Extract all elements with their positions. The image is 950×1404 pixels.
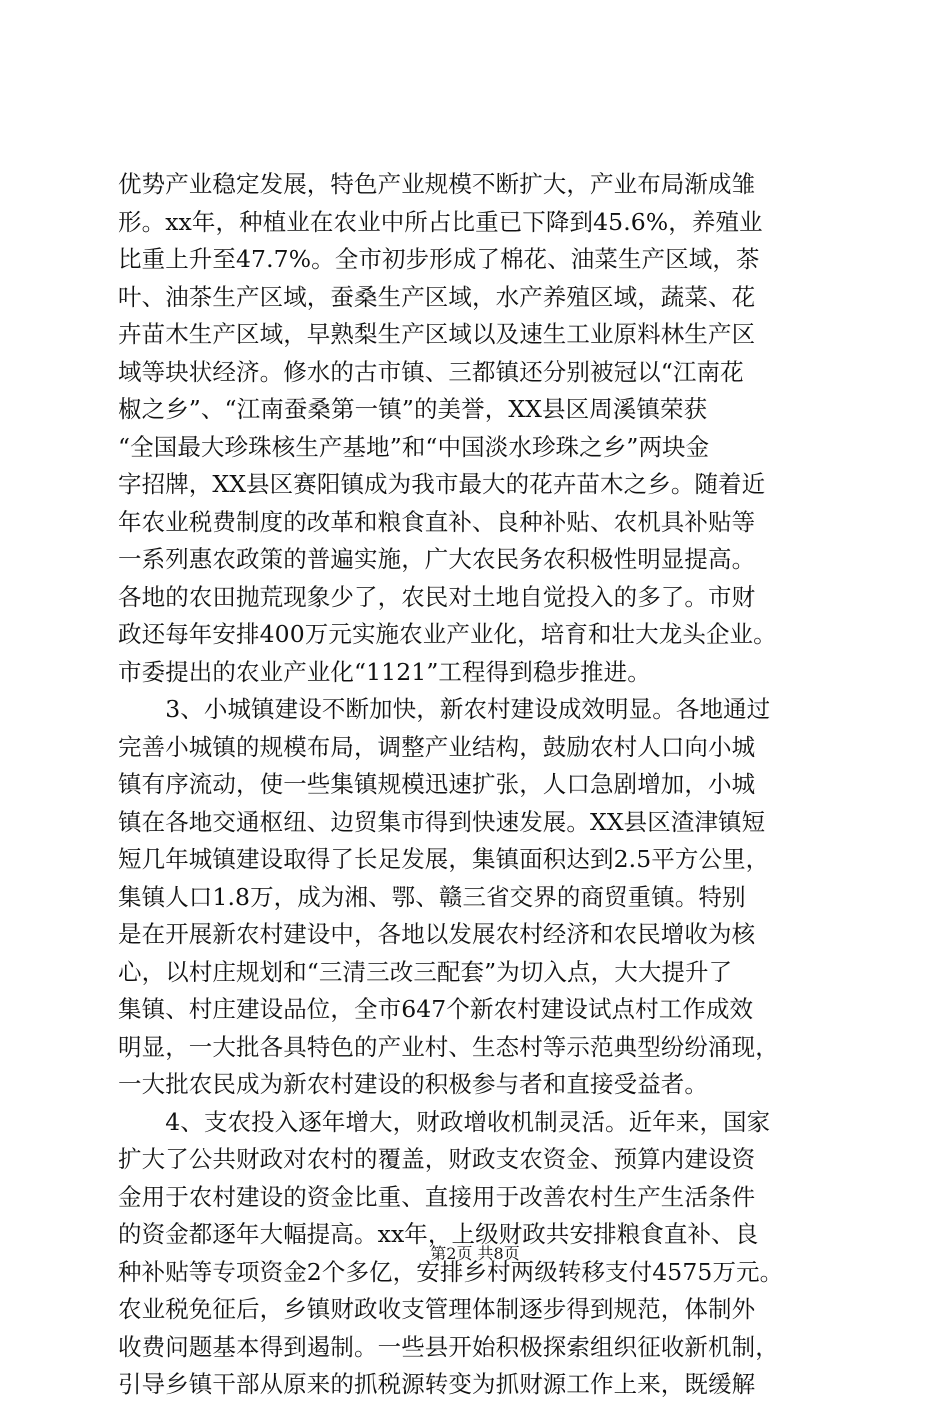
text-line: 3、小城镇建设不断加快，新农村建设成效明显。各地通过 [118, 695, 771, 723]
body-text [118, 166, 836, 1404]
text-line: 政还每年安排400万元实施农业产业化，培育和壮大龙头企业。 [118, 620, 777, 648]
text-line: 年农业税费制度的改革和粮食直补、良种补贴、农机具补贴等 [118, 507, 756, 536]
text-line: 一系列惠农政策的普遍实施，广大农民务农积极性明显提高。 [118, 545, 756, 573]
text-line: 椒之乡”、“江南蚕桑第一镇”的美誉，XX县区周溪镇荣获 [118, 395, 708, 423]
text-line: 种补贴等专项资金2个多亿，安排乡村两级转移支付4575万元。 [118, 1257, 784, 1286]
text-line: 镇在各地交通枢纽、边贸集市得到快速发展。XX县区渣津镇短 [118, 807, 766, 836]
text-line: 收费问题基本得到遏制。一些县开始积极探索组织征收新机制， [118, 1332, 779, 1361]
text-line: 卉苗木生产区域，早熟梨生产区域以及速生工业原料林生产区 [118, 320, 756, 348]
text-line: 农业税免征后，乡镇财政收支管理体制逐步得到规范，体制外 [118, 1295, 756, 1323]
text-line: 比重上升至47.7%。全市初步形成了棉花、油菜生产区域，茶 [118, 245, 760, 273]
text-line: 叶、油茶生产区域，蚕桑生产区域，水产养殖区域，蔬菜、花 [118, 282, 756, 311]
text-line: 明显，一大批各具特色的产业村、生态村等示范典型纷纷涌现， [118, 1032, 779, 1061]
text-line: 短几年城镇建设取得了长足发展，集镇面积达到2.5平方公里， [118, 845, 770, 873]
text-line: 市委提出的农业产业化“1121”工程得到稳步推进。 [118, 657, 651, 686]
page-footer: 第2页 共8页 [430, 1244, 520, 1263]
text-line: 是在开展新农村建设中，各地以发展农村经济和农民增收为核 [118, 920, 756, 948]
text-line: 形。xx年，种植业在农业中所占比重已下降到45.6%，养殖业 [118, 207, 763, 236]
text-line: 一大批农民成为新农村建设的积极参与者和直接受益者。 [118, 1070, 708, 1098]
text-line: “全国最大珍珠核生产基地”和“中国淡水珍珠之乡”两块金 [118, 432, 710, 461]
text-line: 域等块状经济。修水的古市镇、三都镇还分别被冠以“江南花 [118, 357, 744, 386]
text-line: 字招牌，XX县区赛阳镇成为我市最大的花卉苗木之乡。随着近 [118, 470, 766, 498]
text-line: 4、支农投入逐年增大，财政增收机制灵活。近年来，国家 [118, 1107, 771, 1136]
text-line: 集镇人口1.8万，成为湘、鄂、赣三省交界的商贸重镇。特别 [118, 882, 746, 911]
text-line: 完善小城镇的规模布局，调整产业结构，鼓励农村人口向小城 [118, 732, 756, 761]
text-line: 优势产业稳定发展，特色产业规模不断扩大，产业布局渐成雏 [118, 170, 756, 198]
text-line: 金用于农村建设的资金比重、直接用于改善农村生产生活条件 [118, 1182, 756, 1211]
text-line: 引导乡镇干部从原来的抓税源转变为抓财源工作上来，既缓解 [118, 1370, 756, 1398]
text-line: 集镇、村庄建设品位，全市647个新农村建设试点村工作成效 [118, 995, 754, 1023]
text-line: 扩大了公共财政对农村的覆盖，财政支农资金、预算内建设资 [118, 1145, 756, 1173]
text-line: 各地的农田抛荒现象少了，农民对土地自觉投入的多了。市财 [118, 582, 756, 611]
text-line: 镇有序流动，使一些集镇规模迅速扩张，人口急剧增加，小城 [118, 770, 756, 798]
text-line: 心，以村庄规划和“三清三改三配套”为切入点，大大提升了 [118, 957, 733, 986]
text-line: 的资金都逐年大幅提高。xx年，上级财政共安排粮食直补、良 [118, 1220, 759, 1248]
